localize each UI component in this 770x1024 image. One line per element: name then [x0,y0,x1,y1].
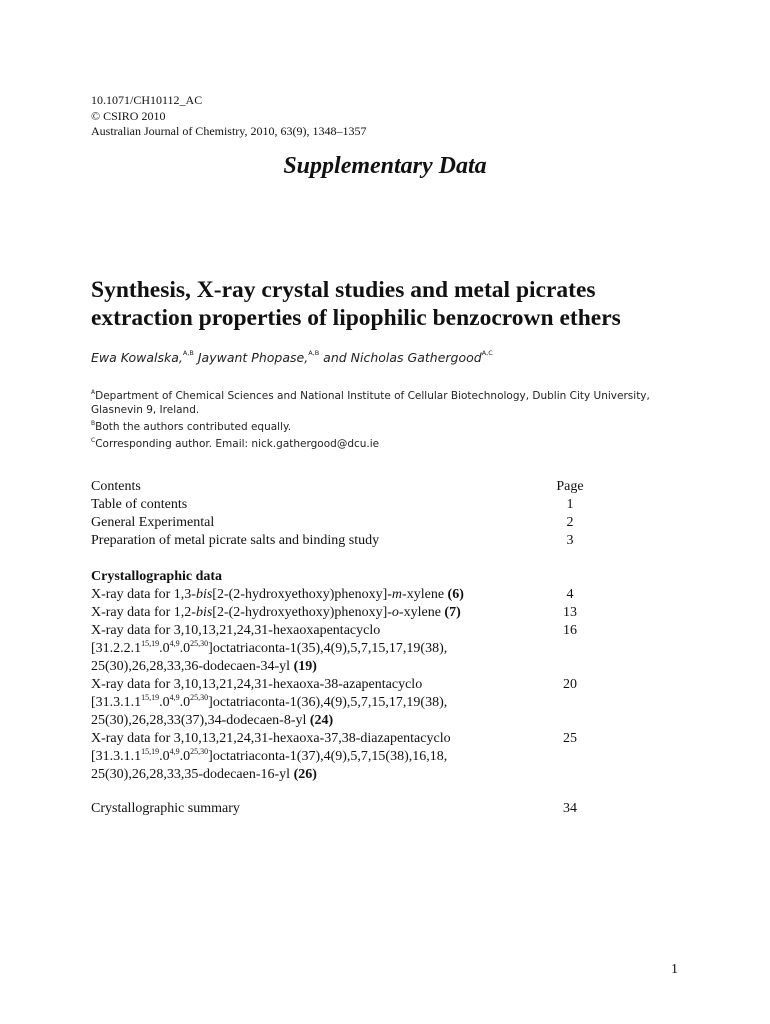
author-list [91,349,493,365]
toc-entry-page: 4 [566,587,574,602]
toc-entry-label: X-ray data for 3,10,13,21,24,31-hexaoxa-37,38-diazapentacyclo [91,731,451,746]
text-run: o [391,605,399,620]
toc-entry-label [91,604,461,622]
text-run: .0 [159,641,170,656]
text-run: .0 [159,749,170,764]
affiliation-a [91,386,681,417]
affiliation-mark: C [91,437,96,444]
superscript: 4,9 [169,693,180,702]
superscript: 15,19 [141,747,160,756]
compound-number: (6) [447,587,464,602]
text-run: 25(30),26,28,33(37),34-dodecaen-8-yl [91,713,310,728]
crystallographic-section-heading: Crystallographic data [91,569,223,584]
toc-entry-label: X-ray data for 3,10,13,21,24,31-hexaoxapentacyclo [91,623,381,638]
text-run: 25(30),26,28,33,36-dodecaen-34-yl [91,659,294,674]
article-title-line-2: extraction properties of lipophilic benzocrown ethers [91,305,621,331]
toc-entry-page: 2 [566,515,574,530]
toc-entry-label [91,712,333,730]
affiliation-c [91,434,681,451]
text-run: [31.3.1.1 [91,695,142,710]
superscript: 4,9 [169,639,180,648]
toc-entry-label: General Experimental [91,515,215,530]
toc-entry-page: 25 [563,731,577,746]
text-run: ]octatriaconta-1(36),4(9),5,7,15,17,19(38), [208,695,448,710]
page-number: 1 [671,962,678,977]
article-title [91,276,711,332]
author-name: Ewa Kowalska, [91,350,183,365]
text-run: 25(30),26,28,33,35-dodecaen-16-yl [91,767,294,782]
compound-number: (24) [309,713,334,728]
toc-entry-page: 3 [566,533,574,548]
text-run: bis [195,605,213,620]
superscript: 15,19 [141,693,160,702]
text-run: [2-(2-hydroxyethoxy)phenoxy]- [212,605,392,620]
superscript: 25,30 [190,693,209,702]
supplementary-title: Supplementary Data [283,153,487,179]
text-run: -xylene [398,605,445,620]
article-title-line-1: Synthesis, X-ray crystal studies and metal picrates [91,277,596,303]
superscript: 15,19 [141,639,160,648]
text-run: ]octatriaconta-1(37),4(9),5,7,15(38),16,18, [208,749,448,764]
text-run: .0 [179,749,191,764]
superscript: 25,30 [190,747,209,756]
toc-entry-page: 16 [563,623,577,638]
author-affiliation-mark: A,B [182,349,194,357]
text-run: .0 [159,695,170,710]
copyright: © CSIRO 2010 [91,108,166,123]
author-name: Jaywant Phopase, [197,350,309,365]
text-run: -xylene [402,587,448,602]
toc-entry-page: 1 [566,497,574,512]
toc-entry-label: Table of contents [91,497,188,512]
toc-entry-label [91,640,447,658]
toc-entry-label: Preparation of metal picrate salts and binding study [91,533,380,548]
text-run: m [391,587,403,602]
article-metadata [91,93,367,140]
affiliation-mark: B [91,420,96,427]
compound-number: (26) [293,767,317,782]
affiliation-b [91,417,681,434]
doi: 10.1071/CH10112_AC [91,93,203,107]
affiliation-text: Department of Chemical Sciences and National Institute of Cellular Biotechnology, Dublin City University, Glasnevin 9, Ireland. [91,390,650,416]
contents-heading: Contents [91,479,141,494]
text-run: .0 [179,695,191,710]
affiliations [91,386,681,451]
toc-entry-page: 13 [563,605,577,620]
text-run: X-ray data for 1,3- [91,587,196,602]
author-name: and Nicholas Gathergood [323,350,482,365]
toc-entry-label [91,766,317,784]
author-affiliation-mark: A,B [308,349,320,357]
toc-entry-label: Crystallographic summary [91,801,240,816]
superscript: 4,9 [169,747,180,756]
text-run: [31.3.1.1 [91,749,142,764]
toc-entry-label: X-ray data for 3,10,13,21,24,31-hexaoxa-38-azapentacyclo [91,677,423,692]
compound-number: (7) [444,605,461,620]
affiliation-text: Corresponding author. Email: nick.gathergood@dcu.ie [95,438,380,450]
toc-entry-label [91,694,447,712]
compound-number: (19) [293,659,317,674]
toc-entry-label [91,586,464,604]
toc-entry-page: 20 [563,677,577,692]
text-run: [31.2.2.1 [91,641,142,656]
text-run: bis [195,587,213,602]
toc-entry-page: 34 [563,801,577,816]
journal-citation: Australian Journal of Chemistry, 2010, 63(9), 1348–1357 [91,124,367,138]
affiliation-mark: A [91,389,96,396]
text-run: X-ray data for 1,2- [91,605,196,620]
affiliation-text: Both the authors contributed equally. [95,421,292,433]
text-run: .0 [179,641,191,656]
author-affiliation-mark: A,C [481,349,493,357]
text-run: ]octatriaconta-1(35),4(9),5,7,15,17,19(38), [208,641,448,656]
toc-entry-label [91,748,447,766]
page-column-heading: Page [556,479,584,494]
toc-entry-label [91,658,317,676]
text-run: [2-(2-hydroxyethoxy)phenoxy]- [212,587,392,602]
superscript: 25,30 [190,639,209,648]
